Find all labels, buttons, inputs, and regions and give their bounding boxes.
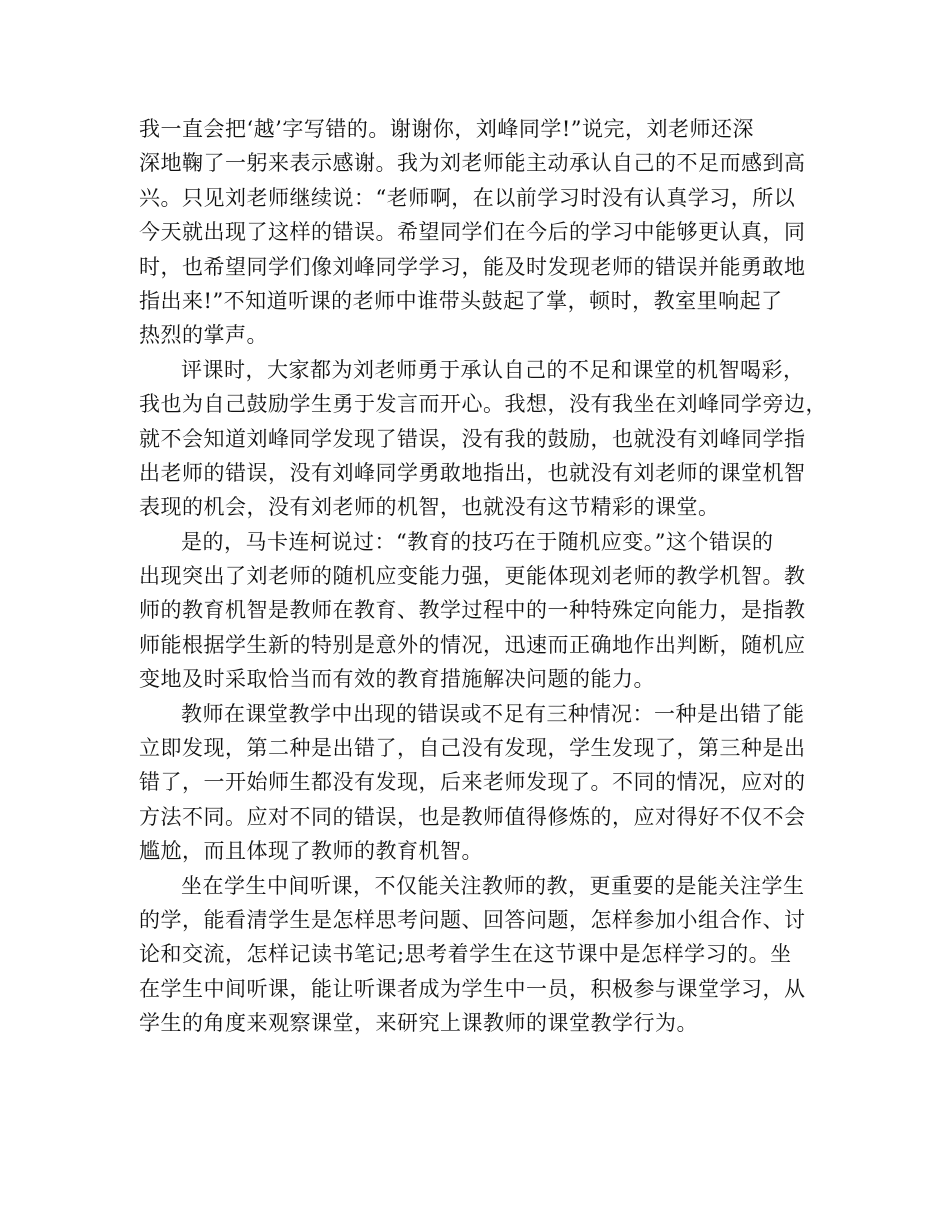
text-line: 论和交流，怎样记读书笔记;思考着学生在这节课中是怎样学习的。坐: [139, 942, 792, 967]
paragraph-2: [139, 353, 827, 525]
text-line: 立即发现，第二种是出错了，自己没有发现，学生发现了，第三种是出: [139, 736, 806, 761]
text-line: 热烈的掌声。: [139, 323, 268, 348]
text-line: 表现的机会，没有刘老师的机智，也就没有这节精彩的课堂。: [139, 495, 720, 520]
text-line: 就不会知道刘峰同学发现了错误，没有我的鼓励，也就没有刘峰同学指: [139, 426, 806, 451]
text-line: 师能根据学生新的特别是意外的情况，迅速而正确地作出判断，随机应: [139, 632, 806, 657]
text-line: 学生的角度来观察课堂，来研究上课教师的课堂教学行为。: [139, 1011, 698, 1036]
paragraph-5: [139, 869, 811, 1041]
paragraph-3: [139, 525, 811, 697]
text-line: 尴尬，而且体现了教师的教育机智。: [139, 839, 483, 864]
text-line: 时，也希望同学们像刘峰同学学习，能及时发现老师的错误并能勇敢地: [139, 254, 806, 279]
text-line: 我一直会把‘越’字写错的。谢谢你，刘峰同学!”说完，刘老师还深: [139, 117, 755, 141]
text-line: 方法不同。应对不同的错误，也是教师值得修炼的，应对得好不仅不会: [139, 804, 806, 829]
text-line: 今天就出现了这样的错误。希望同学们在今后的学习中能够更认真，同: [139, 220, 806, 245]
text-line: 出老师的错误，没有刘峰同学勇敢地指出，也就没有刘老师的课堂机智: [139, 460, 806, 485]
text-line: 是的，马卡连柯说过：“教育的技巧在于随机应变。”这个错误的: [181, 529, 774, 554]
text-line: 变地及时采取恰当而有效的教育措施解决问题的能力。: [139, 667, 655, 692]
text-line: 兴。只见刘老师继续说：“老师啊，在以前学习时没有认真学习，所以: [139, 185, 796, 210]
text-line: 在学生中间听课，能让听课者成为学生中一员，积极参与课堂学习，从: [139, 976, 806, 1001]
text-line: 师的教育机智是教师在教育、教学过程中的一种特殊定向能力，是指教: [139, 598, 806, 623]
document-body: [139, 112, 827, 1041]
text-line: 坐在学生中间听课，不仅能关注教师的教，更重要的是能关注学生: [181, 873, 805, 898]
paragraph-4: [139, 697, 811, 869]
text-line: 教师在课堂教学中出现的错误或不足有三种情况：一种是出错了能: [181, 701, 805, 726]
paragraph-1: [139, 112, 811, 353]
text-line: 的学，能看清学生是怎样思考问题、回答问题，怎样参加小组合作、讨: [139, 907, 806, 932]
text-line: 错了，一开始师生都没有发现，后来老师发现了。不同的情况，应对的: [139, 770, 806, 795]
text-line: 深地鞠了一躬来表示感谢。我为刘老师能主动承认自己的不足而感到高: [139, 151, 806, 176]
text-line: 出现突出了刘老师的随机应变能力强，更能体现刘老师的教学机智。教: [139, 564, 806, 589]
text-line: 指出来!”不知道听课的老师中谁带头鼓起了掌，顿时，教室里响起了: [139, 288, 783, 313]
text-line: 评课时，大家都为刘老师勇于承认自己的不足和课堂的机智喝彩，: [181, 357, 805, 382]
text-line: 我也为自己鼓励学生勇于发言而开心。我想，没有我坐在刘峰同学旁边，: [139, 392, 827, 417]
